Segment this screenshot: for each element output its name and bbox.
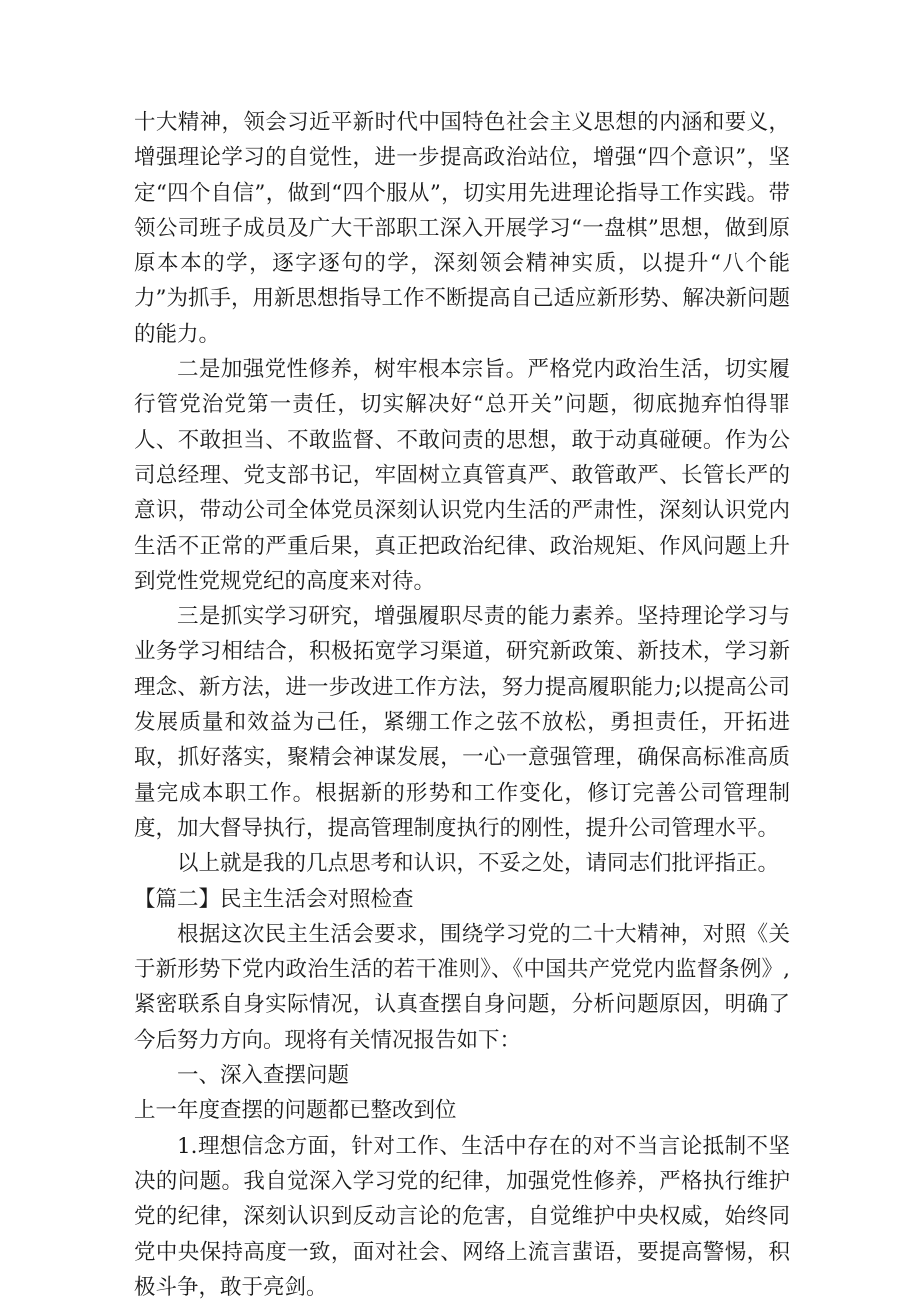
paragraph-party-spirit: 二是加强党性修养，树牢根本宗旨。严格党内政治生活，切实履行管党治党第一责任，切实解决好“总开关”问题，彻底抛弃怕得罪人、不敢担当、不敢监督、不敢问责的思想，敢于动真碰硬。作为公司总经理、党支部书记，牢固树立真管真严、敢管敢严、长管长严的意识，带动公司全体党员深刻认识党内生活的严肃性，深刻认识党内生活不正常的严重后果，真正把政治纪律、政治规矩、作风问题上升到党性党规党纪的高度来对待。: [134, 357, 790, 594]
section-heading-part-two: 【篇二】民主生活会对照检查: [134, 886, 414, 912]
paragraph-closing-remark: 以上就是我的几点思考和认识，不妥之处，请同志们批评指正。: [177, 851, 780, 877]
paragraph-study-research: 三是抓实学习研究，增强履职尽责的能力素养。坚持理论学习与业务学习相结合，积极拓宽学习渠道，研究新政策、新技术，学习新理念、新方法，进一步改进工作方法，努力提高履职能力;以提高公司发展质量和效益为己任，紧绷工作之弦不放松，勇担责任，开拓进取，抓好落实，聚精会神谋发展，一心一意强管理，确保高标准高质量完成本职工作。根据新的形势和工作变化，修订完善公司管理制度，加大督导执行，提高管理制度执行的刚性，提升公司管理水平。: [134, 604, 790, 841]
paragraph-ideals-beliefs: 1.理想信念方面，针对工作、生活中存在的对不当言论抵制不坚决的问题。我自觉深入学习党的纪律，加强党性修养，严格执行维护党的纪律，深刻认识到反动言论的危害，自觉维护中央权威，始终同党中央保持高度一致，面对社会、网络上流言蜚语，要提高警惕，积极斗争，敢于亮剑。: [134, 1133, 790, 1300]
subheading-find-problems: 一、深入查摆问题: [177, 1063, 350, 1089]
paragraph-continued-intro: 十大精神，领会习近平新时代中国特色社会主义思想的内涵和要义，增强理论学习的自觉性，进一步提高政治站位，增强“四个意识”，坚定“四个自信”，做到“四个服从”，切实用先进理论指导工作实践。带领公司班子成员及广大干部职工深入开展学习“一盘棋”思想，做到原原本本的学，逐字逐句的学，深刻领会精神实质，以提升“八个能力”为抓手，用新思想指导工作不断提高自己适应新形势、解决新问题的能力。: [134, 110, 790, 347]
paragraph-last-year-rectified: 上一年度查摆的问题都已整改到位: [134, 1098, 457, 1124]
document-body: [134, 105, 790, 1305]
paragraph-meeting-requirements: 根据这次民主生活会要求，围绕学习党的二十大精神，对照《关于新形势下党内政治生活的若干准则》、《中国共产党党内监督条例》,紧密联系自身实际情况，认真查摆自身问题，分析问题原因，明确了今后努力方向。现将有关情况报告如下：: [134, 921, 790, 1053]
